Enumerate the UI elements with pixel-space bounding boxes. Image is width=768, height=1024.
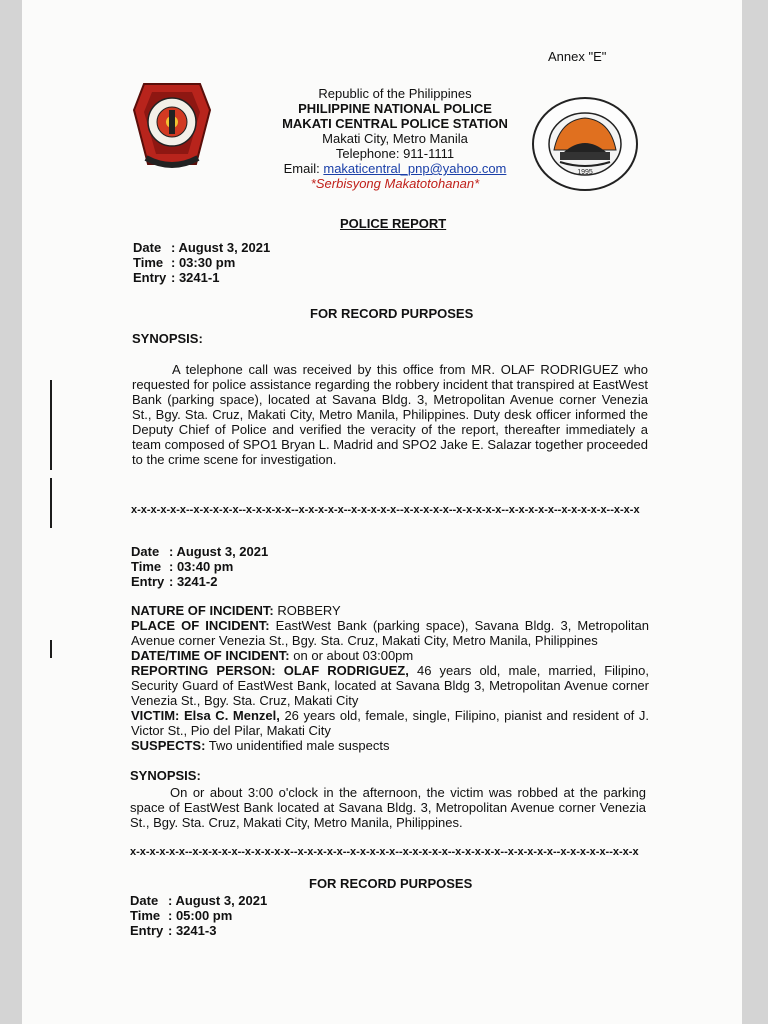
makati-city-seal	[530, 96, 640, 192]
entry-meta-2	[131, 544, 268, 589]
date-label: Date	[130, 893, 159, 908]
pnp-logo	[132, 80, 212, 172]
entry-label: Entry	[133, 270, 167, 285]
station-telephone: Telephone: 911-1111	[335, 146, 455, 161]
datetime-of-incident: DATE/TIME OF INCIDENT: on or about 03:00pm	[131, 648, 414, 663]
agency-name: PHILIPPINE NATIONAL POLICE	[298, 101, 492, 116]
entry-label: Entry	[131, 574, 165, 589]
date-value: : August 3, 2021	[168, 893, 268, 908]
entry-meta-3	[130, 893, 267, 938]
place-of-incident: PLACE OF INCIDENT: EastWest Bank (parking space), Savana Bldg. 3, Metropolitan Avenue corner Venezia St., Bgy. Sta. Cruz, Makati City, Metro Manila, Philippines	[131, 618, 649, 648]
victim: VICTIM: Elsa C. Menzel, 26 years old, female, single, Filipino, pianist and resident of J. Victor St., Pio del Pilar, Makati City	[131, 708, 649, 738]
synopsis-paragraph	[132, 362, 648, 467]
synopsis-heading: SYNOPSIS:	[132, 331, 203, 346]
entry-label: Entry	[130, 923, 164, 938]
entry-value: : 3241-2	[169, 574, 218, 589]
scan-edge-mark	[50, 640, 52, 658]
nature-of-incident: NATURE OF INCIDENT: ROBBERY	[131, 603, 341, 618]
email-link[interactable]: makaticentral_pnp@yahoo.com	[323, 161, 507, 176]
synopsis-paragraph	[130, 785, 646, 830]
time-value: : 03:40 pm	[169, 559, 234, 574]
suspects: SUSPECTS: Two unidentified male suspects	[131, 738, 390, 753]
scan-edge-mark	[50, 478, 52, 528]
entry-meta-1	[133, 240, 270, 285]
letterhead	[250, 86, 540, 191]
entry-value: : 3241-1	[171, 270, 220, 285]
station-name: MAKATI CENTRAL POLICE STATION	[282, 116, 508, 131]
time-label: Time	[133, 255, 164, 270]
incident-details	[131, 603, 649, 753]
section-divider: x-x-x-x-x-x--x-x-x-x-x--x-x-x-x-x--x-x-x-x-x--x-x-x-x-x--x-x-x-x-x--x-x-x-x-x--x-x-x-x-x--x-x-x-x-x--x-x-x	[131, 504, 640, 516]
date-label: Date	[131, 544, 160, 559]
date-label: Date	[133, 240, 162, 255]
email-label: Email:	[283, 161, 320, 176]
annex-label: Annex "E"	[548, 49, 607, 64]
synopsis-text: A telephone call was received by this office from MR. OLAF RODRIGUEZ who requested for police assistance regarding the robbery incident that transpired at EastWest Bank (parking space), located at Savana Bldg. 3, Metropolitan Avenue corner Venezia St., Bgy. Sta. Cruz, Makati City, Metro Manila, Philippines. Duty desk officer informed the Deputy Chief of Police and verified the veracity of the report, thereafter immediately a team composed of SPO1 Bryan L. Madrid and SPO2 Jake E. Salazar together proceeded to the crime scene for investigation.	[132, 362, 648, 467]
scan-edge-mark	[50, 380, 52, 470]
svg-text:1995: 1995	[577, 169, 593, 176]
date-value: : August 3, 2021	[171, 240, 271, 255]
report-title: POLICE REPORT	[340, 216, 447, 231]
reporting-person: REPORTING PERSON: OLAF RODRIGUEZ, 46 years old, male, married, Filipino, Security Guard of EastWest Bank, located at Savana Bldg 3, Metropolitan Avenue corner Venezia St., Bgy. Sta. Cruz, Makati City	[131, 663, 650, 708]
time-value: : 05:00 pm	[168, 908, 233, 923]
time-label: Time	[131, 559, 162, 574]
station-motto: *Serbisyong Makatotohanan*	[310, 176, 480, 191]
record-purposes-heading: FOR RECORD PURPOSES	[310, 306, 474, 321]
section-divider: x-x-x-x-x-x--x-x-x-x-x--x-x-x-x-x--x-x-x-x-x--x-x-x-x-x--x-x-x-x-x--x-x-x-x-x--x-x-x-x-x--x-x-x-x-x--x-x-x	[130, 846, 639, 858]
entry-value: : 3241-3	[168, 923, 217, 938]
synopsis-text: On or about 3:00 o'clock in the afternoon, the victim was robbed at the parking space of EastWest Bank located at Savana Bldg. 3, Metropolitan Avenue corner Venezia St., Bgy. Sta. Cruz, Makati City, Metro Manila, Philippines.	[130, 785, 646, 830]
country-line: Republic of the Philippines	[318, 86, 472, 101]
record-purposes-heading: FOR RECORD PURPOSES	[309, 876, 473, 891]
time-label: Time	[130, 908, 161, 923]
time-value: : 03:30 pm	[171, 255, 236, 270]
station-email-line	[250, 161, 540, 176]
station-address: Makati City, Metro Manila	[322, 131, 468, 146]
synopsis-heading: SYNOPSIS:	[130, 768, 201, 783]
date-value: : August 3, 2021	[169, 544, 269, 559]
